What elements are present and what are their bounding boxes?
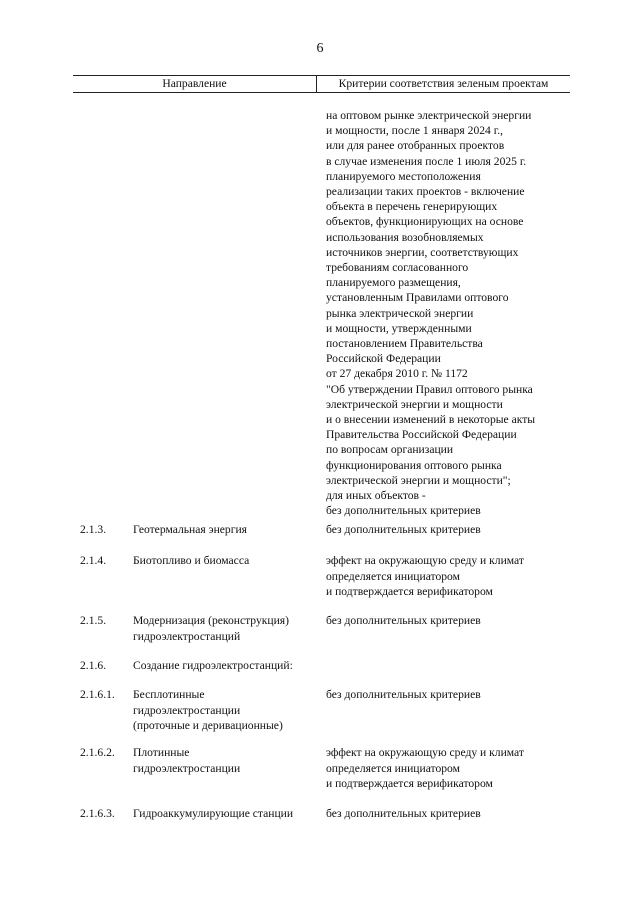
criteria-line: установленным Правилами оптового [326,291,509,305]
direction-line: Бесплотинные [133,688,205,701]
criteria-line: в случае изменения после 1 июля 2025 г. [326,154,527,168]
direction-line: Гидроаккумулирующие станции [133,807,294,820]
row-direction [133,806,318,822]
row-direction [133,658,318,674]
criteria-line: рынка электрической энергии [326,306,474,320]
criteria-line: требованиям согласованного [326,261,469,275]
criteria-line: "Об утверждении Правил оптового рынка [326,382,533,396]
criteria-line: постановлением Правительства [326,337,483,351]
criteria-line: без дополнительных критериев [326,504,481,518]
criteria-line: определяется инициатором [326,569,460,583]
criteria-line: эффект на окружающую среду и климат [326,746,524,759]
criteria-line: электрической энергии и мощности"; [326,473,511,487]
header-direction: Направление [162,77,227,90]
criteria-line: без дополнительных критериев [326,807,481,820]
criteria-line: и мощности, утвержденными [326,321,472,335]
direction-line: Геотермальная энергия [133,523,248,536]
criteria-line: и подтверждается верификатором [326,777,493,790]
criteria-line: и мощности, после 1 января 2024 г., [326,124,503,138]
criteria-line: без дополнительных критериев [326,688,481,701]
row-direction [133,687,318,734]
row-number: 2.1.6.3. [80,807,115,820]
criteria-line: использования возобновляемых [326,230,484,244]
direction-line: гидроэлектростанции [133,703,241,717]
criteria-line: по вопросам организации [326,443,454,457]
direction-line: Создание гидроэлектростанций: [133,659,293,672]
criteria-line: или для ранее отобранных проектов [326,139,505,153]
criteria-line: источников энергии, соответствующих [326,245,519,259]
criteria-line: планируемого размещения, [326,276,461,290]
criteria-line: объектов, функционирующих на основе [326,215,524,229]
row-number: 2.1.5. [80,614,107,627]
criteria-line: на оптовом рынке электрической энергии [326,109,532,122]
criteria-line: от 27 декабря 2010 г. № 1172 [326,367,468,381]
row-criteria [326,522,576,538]
row-criteria [326,806,576,822]
criteria-line: и подтверждается верификатором [326,585,493,598]
continuation-criteria [326,108,576,518]
criteria-line: определяется инициатором [326,761,460,775]
row-criteria [326,745,576,792]
criteria-line: для иных объектов - [326,489,426,503]
row-criteria [326,613,576,629]
row-criteria [326,687,576,703]
row-number: 2.1.6. [80,659,107,672]
criteria-line: планируемого местоположения [326,169,481,183]
criteria-line: без дополнительных критериев [326,614,481,627]
row-number: 2.1.4. [80,554,107,567]
criteria-line: объекта в перечень генерирующих [326,200,498,214]
direction-line: гидроэлектростанции [133,761,241,775]
row-number: 2.1.6.1. [80,688,115,701]
direction-line: гидроэлектростанций [133,629,241,643]
criteria-line: электрической энергии и мощности [326,397,503,411]
criteria-line: функционирования оптового рынка [326,458,502,472]
row-criteria [326,553,576,600]
direction-line: Модернизация (реконструкция) [133,614,289,627]
criteria-line: и о внесении изменений в некоторые акты [326,413,536,427]
table-header [73,75,570,93]
row-direction [133,553,318,569]
direction-line: (проточные и деривационные) [133,719,283,732]
page-number: 6 [316,41,324,56]
criteria-line: Российской Федерации [326,352,441,366]
criteria-line: эффект на окружающую среду и климат [326,554,524,567]
row-direction [133,745,318,776]
criteria-line: без дополнительных критериев [326,523,481,536]
direction-line: Плотинные [133,746,190,759]
direction-line: Биотопливо и биомасса [133,554,250,567]
row-number: 2.1.6.2. [80,746,115,759]
criteria-line: Правительства Российской Федерации [326,428,517,442]
row-direction [133,613,318,644]
row-direction [133,522,318,538]
header-criteria: Критерии соответствия зеленым проектам [338,77,549,90]
criteria-line: реализации таких проектов - включение [326,185,525,199]
row-number: 2.1.3. [80,523,107,536]
